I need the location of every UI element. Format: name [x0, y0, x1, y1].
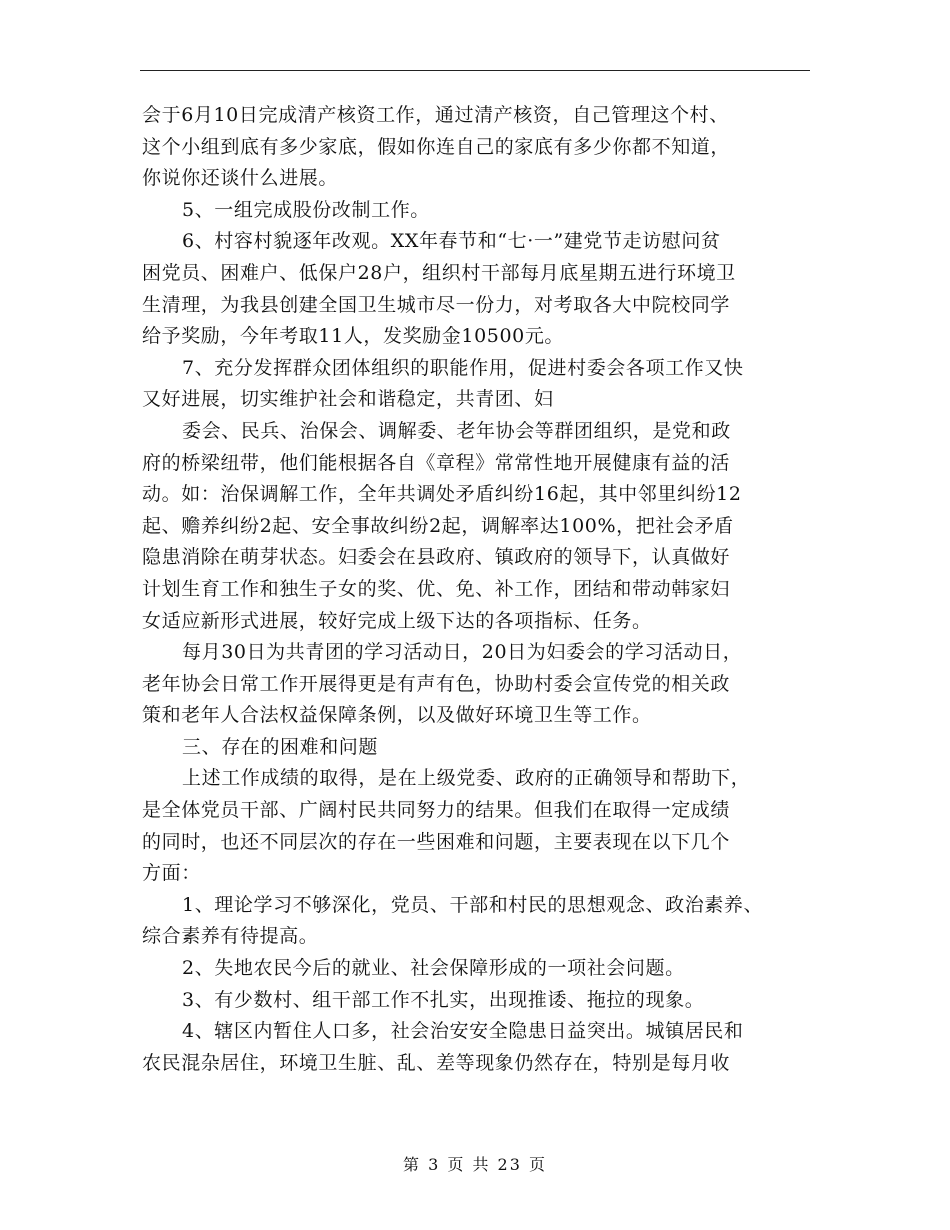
- text-line: 每月30日为共青团的学习活动日，20日为妇委会的学习活动日，: [182, 641, 743, 664]
- text-line: 隐患消除在萌芽状态。妇委会在县政府、镇政府的领导下，认真做好: [142, 546, 731, 569]
- text-line: 1、理论学习不够深化，党员、干部和村民的思想观念、政治素养、: [182, 893, 764, 916]
- text-line: 老年协会日常工作开展得更是有声有色，协助村委会宣传党的相关政: [142, 672, 731, 695]
- text-line: 策和老年人合法权益保障条例，以及做好环境卫生等工作。: [142, 704, 652, 727]
- text-line: 7、充分发挥群众团体组织的职能作用，促进村委会各项工作又快: [182, 356, 744, 379]
- text-line: 给予奖励，今年考取11人，发奖励金10500元。: [142, 325, 565, 348]
- header-rule: [140, 70, 810, 71]
- text-line: 困党员、困难户、低保户28户，组织村干部每月底星期五进行环境卫: [142, 261, 736, 284]
- text-line: 又好进展，切实维护社会和谐稳定，共青团、妇: [142, 388, 554, 411]
- text-line: 方面：: [142, 862, 201, 885]
- text-line: 2、失地农民今后的就业、社会保障形成的一项社会问题。: [182, 957, 685, 980]
- text-line: 这个小组到底有多少家底，假如你连自己的家底有多少你都不知道，: [142, 135, 731, 158]
- text-line: 3、有少数村、组干部工作不扎实，出现推诿、拖拉的现象。: [182, 988, 705, 1011]
- text-line: 委会、民兵、治保会、调解委、老年协会等群团组织，是党和政: [182, 419, 731, 442]
- text-line: 综合素养有待提高。: [142, 925, 319, 948]
- text-line: 4、辖区内暂住人口多，社会治安安全隐患日益突出。城镇居民和: [182, 1020, 744, 1043]
- text-line: 上述工作成绩的取得，是在上级党委、政府的正确领导和帮助下，: [182, 767, 751, 790]
- text-line: 动。如：治保调解工作，全年共调处矛盾纠纷16起，其中邻里纠纷12: [142, 483, 742, 506]
- text-line: 你说你还谈什么进展。: [142, 167, 339, 190]
- text-line: 府的桥梁纽带，他们能根据各自《章程》常常性地开展健康有益的活: [142, 451, 731, 474]
- text-line: 会于6月10日完成清产核资工作，通过清产核资，自己管理这个村、: [142, 104, 729, 126]
- text-line: 5、一组完成股份改制工作。: [182, 198, 430, 221]
- text-line: 计划生育工作和独生子女的奖、优、免、补工作，团结和带动韩家妇: [142, 577, 731, 600]
- text-line: 生清理，为我县创建全国卫生城市尽一份力，对考取各大中院校同学: [142, 293, 731, 316]
- document-body: [142, 100, 814, 1079]
- section-heading: 三、存在的困难和问题: [182, 735, 379, 758]
- text-line: 6、村容村貌逐年改观。XX年春节和“七·一”建党节走访慰问贫: [182, 230, 721, 253]
- text-line: 女适应新形式进展，较好完成上级下达的各项指标、任务。: [142, 609, 652, 632]
- text-line: 是全体党员干部、广阔村民共同努力的结果。但我们在取得一定成绩: [142, 799, 731, 822]
- page-number: 第 3 页 共 23 页: [403, 1155, 547, 1174]
- text-line: 农民混杂居住，环境卫生脏、乱、差等现象仍然存在，特别是每月收: [142, 1051, 731, 1074]
- text-line: 起、赡养纠纷2起、安全事故纠纷2起，调解率达100%，把社会矛盾: [142, 514, 734, 537]
- text-line: 的同时，也还不同层次的存在一些困难和问题，主要表现在以下几个: [142, 830, 731, 853]
